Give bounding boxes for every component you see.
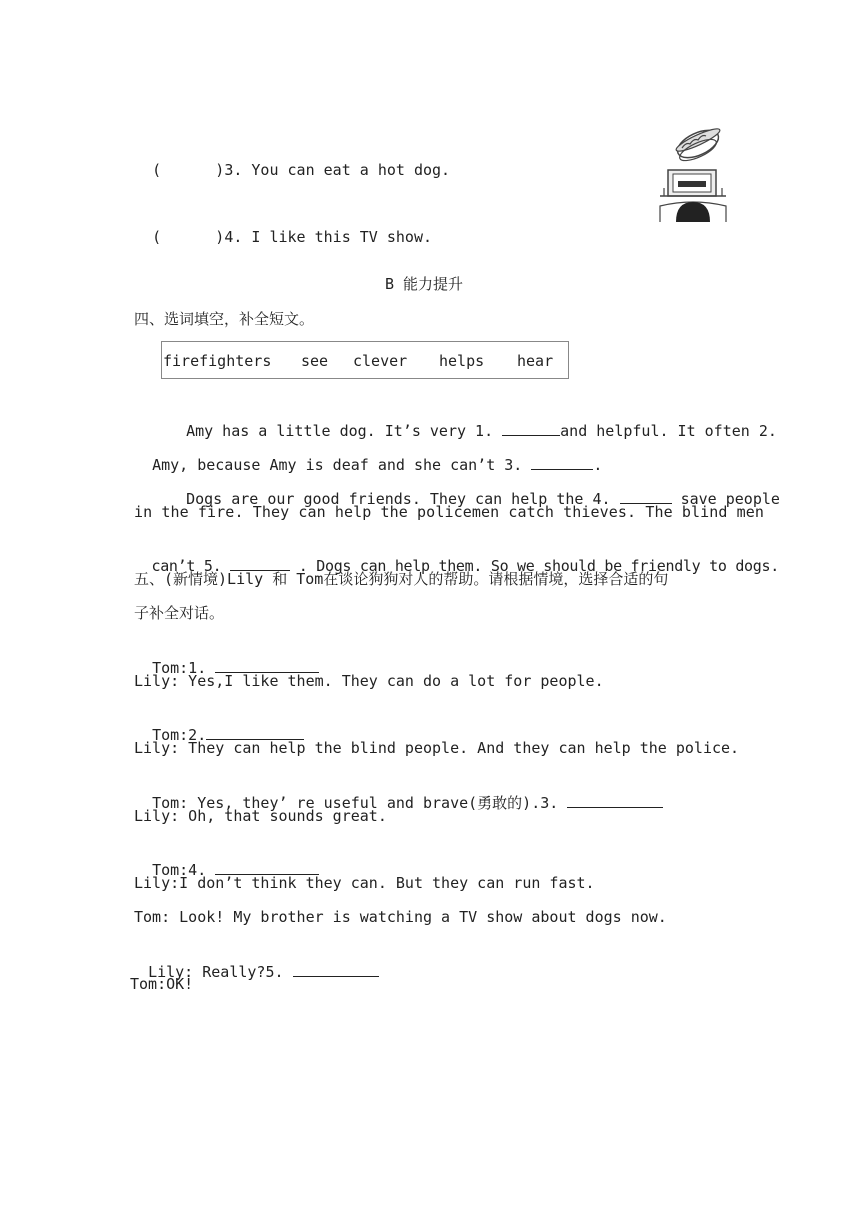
dialogue-line: Lily: They can help the blind people. And they can help the police. xyxy=(134,739,740,757)
dialogue-line: Tom: Look! My brother is watching a TV show about dogs now. xyxy=(134,908,667,926)
passage-text: Amy has a little dog. It’s very 1. xyxy=(186,422,503,440)
tv-show-icon xyxy=(656,166,730,226)
item-text: 4. I like this TV show. xyxy=(224,228,433,246)
dialogue-line: Lily:I don’t think they can. But they can run fast. xyxy=(134,874,595,892)
dialogue-line: Lily: Oh, that sounds great. xyxy=(134,807,387,825)
word-bank xyxy=(161,341,569,379)
dialogue-line: Lily: Yes,I like them. They can do a lot for people. xyxy=(134,672,604,690)
item-4 xyxy=(134,207,432,247)
dialogue-text: Tom:1. xyxy=(152,659,216,677)
dialogue-text: Tom:2. xyxy=(152,726,207,744)
word-bank-word: firefighters xyxy=(163,352,272,370)
answer-paren[interactable]: ( ) xyxy=(152,228,225,246)
word-bank-word: clever xyxy=(353,352,408,370)
dialogue-text: Lily: Really?5. xyxy=(148,963,293,981)
passage-text: Amy, because Amy is deaf and she can’t 3. xyxy=(152,456,532,474)
word-bank-word: see xyxy=(301,352,329,370)
passage-text: can’t 5. xyxy=(151,557,231,575)
item-3 xyxy=(134,140,450,180)
answer-paren[interactable]: ( ) xyxy=(152,161,225,179)
dialogue-text: Tom:4. xyxy=(152,861,216,879)
hot-dog-icon xyxy=(668,116,728,162)
passage-line: in the fire. They can help the policemen catch thieves. The blind men xyxy=(134,503,765,521)
word-bank-word: hear xyxy=(517,352,554,370)
passage-text: . xyxy=(593,456,603,474)
part-4-title: 四、选词填空，补全短文。 xyxy=(134,310,315,328)
passage-text: save people xyxy=(671,490,780,508)
section-heading: B 能力提升 xyxy=(385,275,464,293)
item-text: 3. You can eat a hot dog. xyxy=(224,161,451,179)
part-5-title-cont: 子补全对话。 xyxy=(134,604,225,622)
dialogue-blank-5[interactable] xyxy=(293,961,379,977)
part-5-title: 五、(新情境)Lily 和 Tom在谈论狗狗对人的帮助。请根据情境，选择合适的句 xyxy=(134,570,669,588)
word-bank-word: helps xyxy=(439,352,485,370)
dialogue-text: Tom: Yes, they’ re useful and brave(勇敢的).3. xyxy=(152,794,568,812)
passage-text: and helpful. It often 2. xyxy=(560,422,777,440)
passage-text: Dogs are our good friends. They can help the 4. xyxy=(186,490,620,508)
dialogue-line: Tom:OK! xyxy=(130,975,194,993)
dialogue-blank-3[interactable] xyxy=(567,792,663,808)
passage-text: . Dogs can help them. So we should be friendly to dogs. xyxy=(290,557,779,575)
